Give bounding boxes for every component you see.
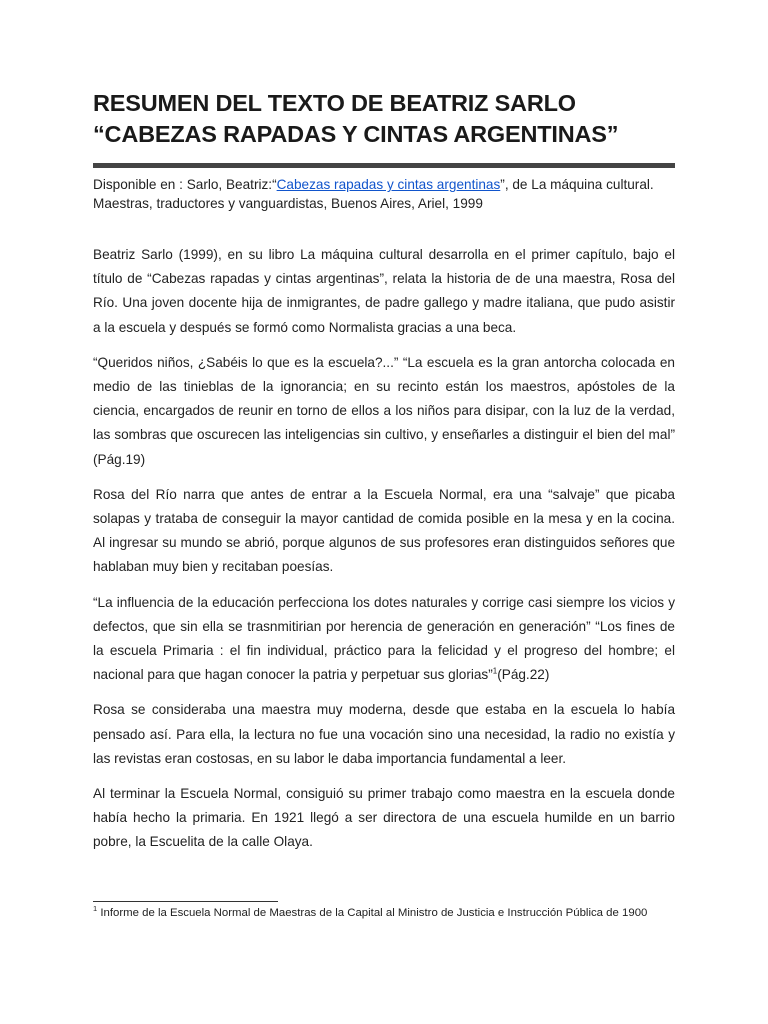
document-page [93,88,675,866]
paragraph-intro: Beatriz Sarlo (1999), en su libro La máquina cultural desarrolla en el primer capítulo, bajo el título de “Cabezas rapadas y cintas argentinas”, relata la historia de de una maestra, Rosa del Río. Una joven docente hija de inmigrantes, de padre gallego y madre italiana, que pudo asistir a la escuela y después se formó como Normalista gracias a una beca. [93,247,675,335]
document-title [93,88,675,150]
footnote [93,906,675,921]
title-rule [93,163,675,168]
source-suffix: ”, de La máquina cultural. Maestras, traductores y vanguardistas, Buenos Aires, Ariel, 1999 [93,177,654,211]
source-prefix: Disponible en : Sarlo, Beatriz:“ [93,177,277,192]
footnote-separator [93,901,278,902]
quote-2-text: “La influencia de la educación perfecciona los dotes naturales y corrige casi siempre los vicios y defectos, que sin ella se trasnmitirian por herencia de generación en generación” “Los fines de la escuela Primaria : el fin individual, práctico para la felicidad y el progreso del hombre; el nacional para que hagan conocer la patria y perpetuar sus glorias” [93,594,675,683]
body-text [93,243,675,855]
quote-2-page-ref: (Pág.22) [497,667,550,683]
title-line-2: “CABEZAS RAPADAS Y CINTAS ARGENTINAS” [93,121,619,147]
paragraph-escuela-normal: Al terminar la Escuela Normal, consiguió su primer trabajo como maestra en la escuela donde había hecho la primaria. En 1921 llegó a ser directora de una escuela humilde en un barrio pobre, la Escuelita de la calle Olaya. [93,786,675,850]
footnote-reference[interactable]: 1 [492,666,498,676]
paragraph-quote-2 [93,591,675,688]
title-line-1: RESUMEN DEL TEXTO DE BEATRIZ SARLO [93,90,576,116]
footnote-text: Informe de la Escuela Normal de Maestras de la Capital al Ministro de Justicia e Instrucción Pública de 1900 [97,907,648,919]
paragraph-rosa-narra: Rosa del Río narra que antes de entrar a la Escuela Normal, era una “salvaje” que picaba solapas y trataba de conseguir la mayor cantidad de comida posible en la mesa y en la cocina. Al ingresar su mundo se abrió, porque algunos de sus profesores eran distinguidos señores que hablaban muy bien y recitaban poesías. [93,486,675,575]
paragraph-quote-1: “Queridos niños, ¿Sabéis lo que es la escuela?...” “La escuela es la gran antorcha colocada en medio de las tinieblas de la ignorancia; en su recinto están los maestros, apóstoles de la ciencia, encargados de reunir en torno de ellos a los niños para disipar, con la luz de la verdad, las sombras que oscurecen las inteligencias sin cultivo, y enseñarles a distinguir el bien del mal” (Pág.19) [93,354,675,467]
paragraph-moderna: Rosa se consideraba una maestra muy moderna, desde que estaba en la escuela lo había pensado así. Para ella, la lectura no fue una vocación sino una necesidad, la radio no existía y las revistas eran costosas, en su labor le daba importancia fundamental a leer. [93,702,675,766]
footnote-number: 1 [93,904,98,914]
source-citation [93,175,675,213]
source-link[interactable]: Cabezas rapadas y cintas argentinas [276,177,501,192]
